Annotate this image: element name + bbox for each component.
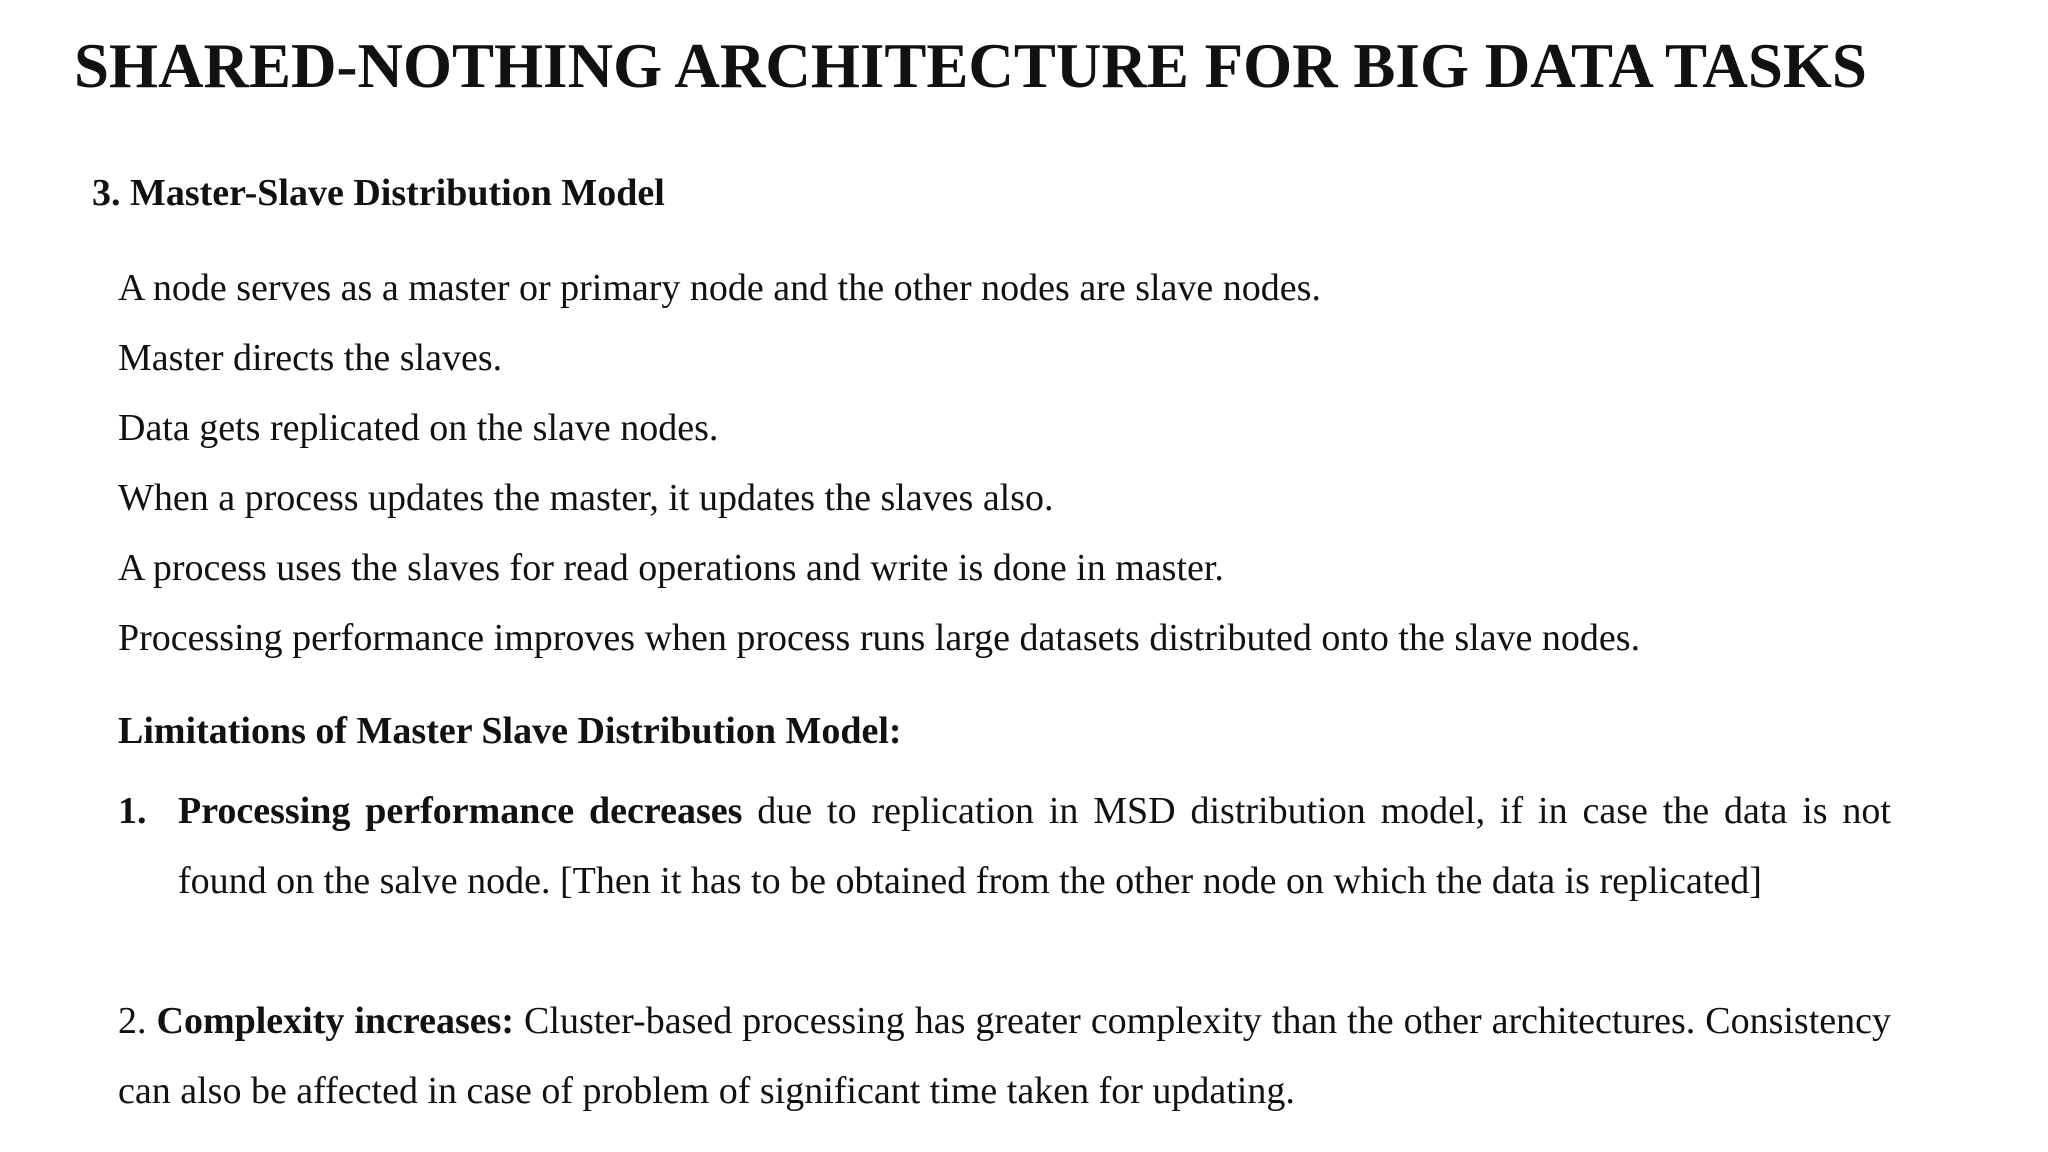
limitation-item-1 <box>118 776 1891 916</box>
list-item: Master directs the slaves. <box>118 337 503 379</box>
limitation-bold-lead: Complexity increases: <box>156 1000 515 1042</box>
section-heading: 3. Master-Slave Distribution Model <box>92 172 665 214</box>
slide-title: SHARED-NOTHING ARCHITECTURE FOR BIG DATA TASKS <box>74 31 1867 101</box>
list-item: Processing performance improves when process runs large datasets distributed onto the slave nodes. <box>118 617 1641 659</box>
limitation-number: 1. <box>118 790 147 832</box>
limitation-text: Cluster-based processing has greater complexity than the other architectures. Consistency can also be affected in case of problem of significant time taken for updating. <box>118 1000 1892 1112</box>
limitation-number: 2. <box>118 1000 157 1042</box>
limitation-bold-lead: Processing performance decreases <box>178 790 743 832</box>
list-item: Data gets replicated on the slave nodes. <box>118 407 719 449</box>
limitation-body <box>178 776 1891 916</box>
list-item: A process uses the slaves for read operations and write is done in master. <box>118 547 1224 589</box>
limitation-text: due to replication in MSD distribution model, if in case the data is not found on the salve node. [Then it has to be obtained from the other node on which the data is replicated] <box>178 790 1891 902</box>
limitation-item-2 <box>118 986 1891 1126</box>
limitations-heading: Limitations of Master Slave Distribution Model: <box>118 710 902 752</box>
list-item: A node serves as a master or primary node and the other nodes are slave nodes. <box>118 267 1321 309</box>
point-list <box>118 253 1640 673</box>
list-item: When a process updates the master, it updates the slaves also. <box>118 477 1054 519</box>
